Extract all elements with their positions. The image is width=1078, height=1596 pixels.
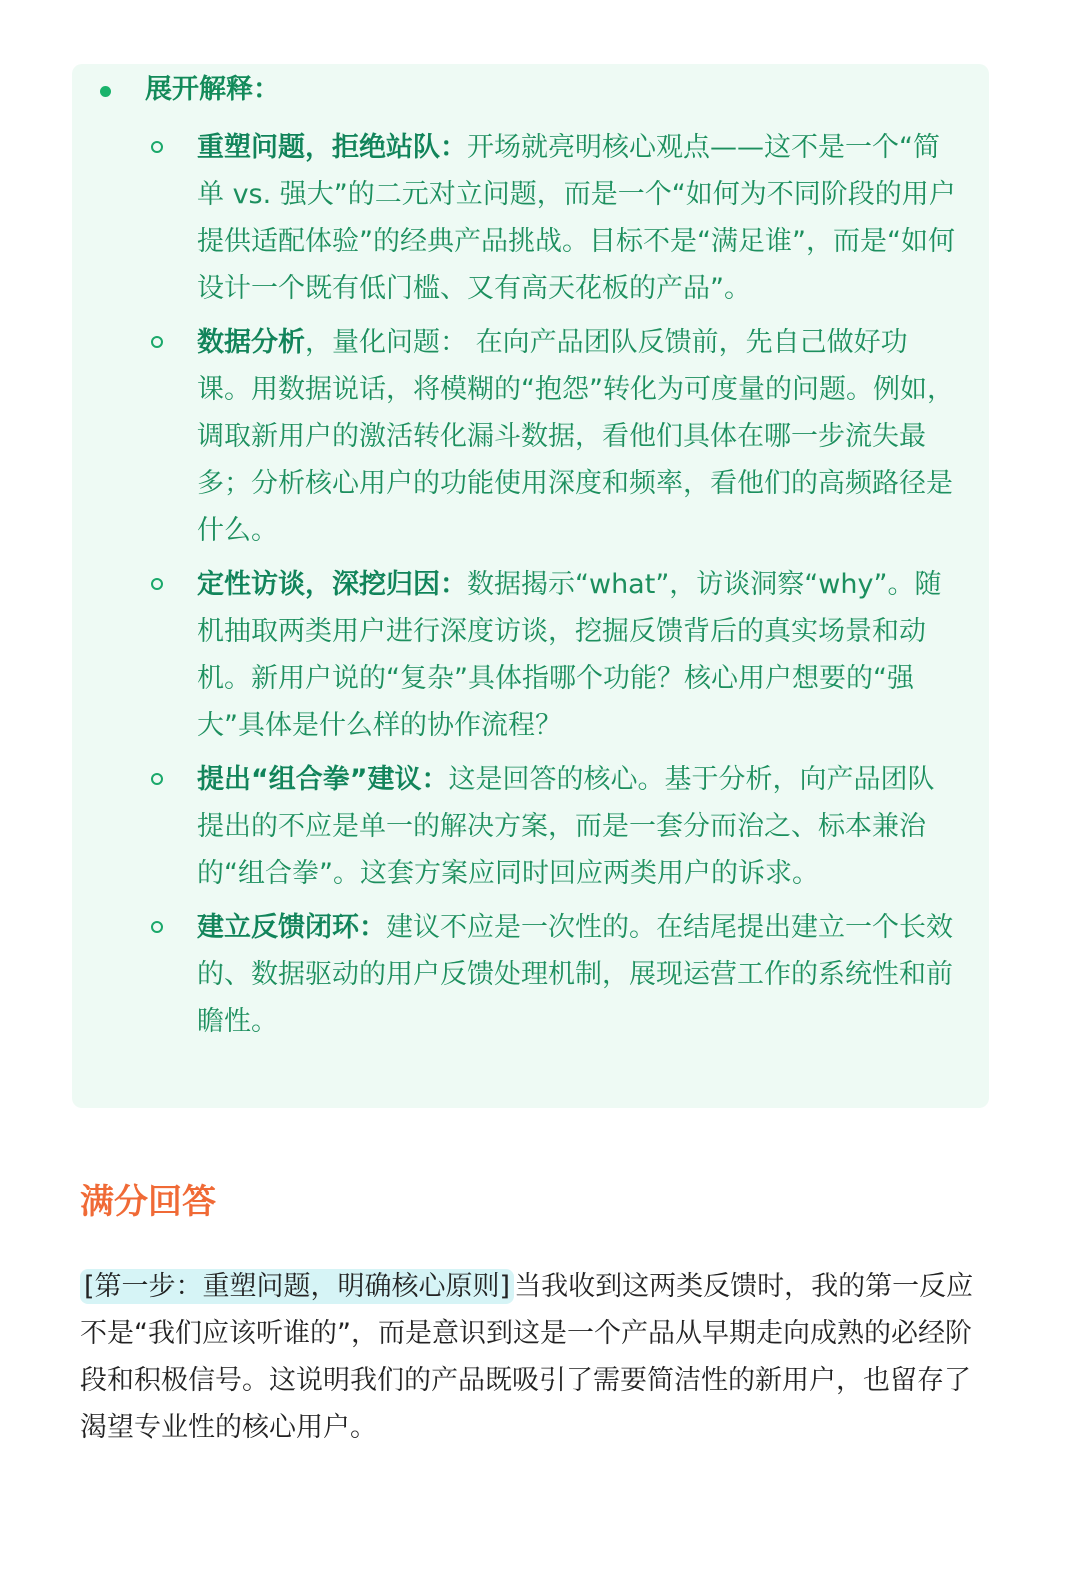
list-item (148, 756, 960, 897)
item-text: 建议不应是一次性的。在结尾提出建立一个长效的、数据驱动的用户反馈处理机制，展现运营工作的系统性和前瞻性。 (197, 912, 953, 1037)
item-title: 重塑问题，拒绝站队： (197, 132, 467, 163)
bullet-ring-icon (151, 578, 163, 590)
list-item (148, 124, 960, 312)
item-text: 这是回答的核心。基于分析，向产品团队提出的不应是单一的解决方案，而是一套分而治之、标本兼治的“组合拳”。这套方案应同时回应两类用户的诉求。 (197, 764, 935, 889)
section-heading: 满分回答 (80, 1182, 216, 1222)
item-title: 提出“组合拳”建议： (197, 764, 449, 795)
step-tag: [第一步：重塑问题，明确核心原则] (80, 1269, 514, 1304)
item-text: ，量化问题： 在向产品团队反馈前，先自己做好功课。用数据说话，将模糊的“抱怨”转化为可度量的问题。例如，调取新用户的激活转化漏斗数据，看他们具体在哪一步流失最多；分析核心用户的功能使用深度和频率，看他们的高频路径是什么。 (197, 327, 954, 546)
item-title: 建立反馈闭环： (197, 912, 386, 943)
bullet-dot-icon (100, 86, 111, 97)
answer-text: 当我收到这两类反馈时，我的第一反应不是“我们应该听谁的”，而是意识到这是一个产品从早期走向成熟的必经阶段和积极信号。这说明我们的产品既吸引了需要简洁性的新用户，也留存了渴望专业性的核心用户。 (80, 1271, 974, 1443)
bullet-ring-icon (151, 336, 163, 348)
list-item (148, 319, 960, 554)
explain-sub-list (148, 124, 960, 1052)
list-item (148, 904, 960, 1045)
bullet-ring-icon (151, 141, 163, 153)
item-text: 开场就亮明核心观点——这不是一个“简单 vs. 强大”的二元对立问题，而是一个“如何为不同阶段的用户提供适配体验”的经典产品挑战。目标不是“满足谁”，而是“如何设计一个既有低门槛、又有高天花板的产品”。 (197, 132, 956, 304)
list-item (148, 561, 960, 749)
bullet-ring-icon (151, 773, 163, 785)
item-text: 数据揭示“what”，访谈洞察“why”。随机抽取两类用户进行深度访谈，挖掘反馈背后的真实场景和动机。新用户说的“复杂”具体指哪个功能？核心用户想要的“强大”具体是什么样的协作流程？ (197, 569, 942, 741)
item-title: 数据分析 (197, 327, 305, 358)
explain-label: 展开解释： (145, 74, 280, 105)
bullet-ring-icon (151, 921, 163, 933)
answer-paragraph (80, 1263, 980, 1451)
item-title: 定性访谈，深挖归因： (197, 569, 467, 600)
